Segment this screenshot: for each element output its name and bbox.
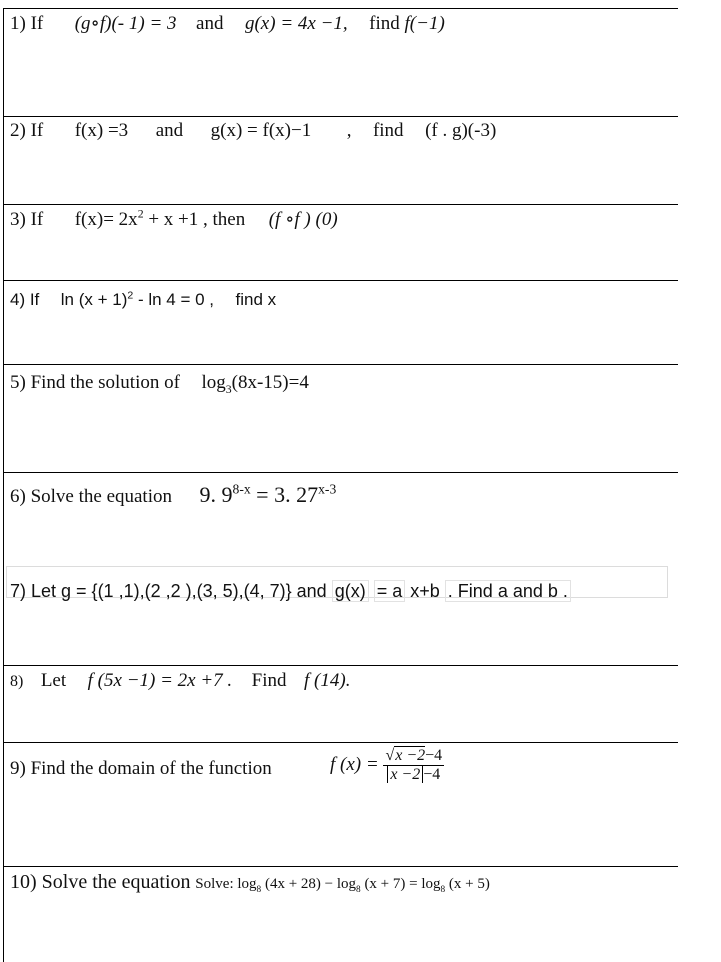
row-divider [4,364,678,365]
q7-tail: . Find a and b . [445,580,571,602]
question-7 [10,581,571,602]
q4-expression: $\ln (x + 1)^2 - \ln 4 = 0$ , [60,289,215,309]
q2-and: and [155,120,184,141]
q7-set: 7) Let g = {(1 ,1),(2 ,2 ),(3, 5),(4, 7)} and [10,581,327,601]
q3-expression: $f(x)= 2x^2 + x +1$ , then [74,207,246,230]
row-divider [4,280,678,281]
q4-find: find x [235,290,277,309]
q1-number: 1) If [10,13,44,34]
q2-given: g(x) = f(x)−1 [210,120,312,141]
q7-gx: g(x) [332,580,369,602]
question-3 [10,208,338,231]
q2-target: (f . g)(-3) [425,120,497,141]
q9-numerator: √x −2−4 [385,747,443,764]
q9-fraction [383,746,444,784]
q3-number: 3) If [10,209,44,230]
q7-form: x+b [410,581,440,601]
row-divider [4,204,678,205]
q4-number: 4) If [10,290,40,309]
row-divider [4,8,678,9]
q9-text: 9) Find the domain of the function [10,758,272,779]
question-4 [10,290,276,310]
question-2 [10,120,496,142]
row-divider [4,866,678,867]
question-8 [10,670,350,692]
q6-equation: 9. $9^{8-x} = 3$. 27$^{x-3}$ [199,481,337,507]
q8-find: Find [251,670,287,691]
row-divider [4,472,678,473]
q6-text: 6) Solve the equation [10,486,172,507]
q1-expression: (g∘f)(- 1) = 3 [74,13,177,34]
q8-target: f (14). [304,670,351,691]
q10-text: 10) Solve the equation [10,871,191,893]
q3-target: (f ∘f ) (0) [268,209,338,230]
q5-text: 5) Find the solution of [10,372,180,393]
q1-target: f(−1) [404,13,445,34]
question-10 [10,871,490,894]
row-divider [4,742,678,743]
row-divider [4,665,678,666]
question-5 [10,372,309,394]
q2-number: 2) If [10,120,44,141]
q1-given: g(x) = 4x −1, [244,13,348,34]
q10-equation: Solve: $\log_8 (4x + 28) - \log_8 (x + 7) = \log_8 (x + 5)$ [195,876,490,895]
q8-number: 8) [10,673,24,690]
q2-comma: , [346,120,352,141]
q8-let: Let [40,670,67,691]
q9-fx: f (x) = [330,754,379,775]
question-1 [10,12,445,35]
q1-find: find [369,13,400,34]
q2-find: find [372,120,404,141]
q9-function [330,746,444,784]
question-9 [10,758,272,780]
q8-expression: f (5x −1) = 2x +7 . [87,670,233,691]
question-6 [10,482,336,508]
q9-denominator: x −2 −4 [383,766,444,784]
row-divider [4,116,678,117]
q5-equation: $\log_3(8x-15)=4$ [201,372,309,396]
q7-eq: = a [374,580,406,602]
q2-expression: f(x) =3 [74,120,129,141]
q1-and: and [196,13,224,34]
